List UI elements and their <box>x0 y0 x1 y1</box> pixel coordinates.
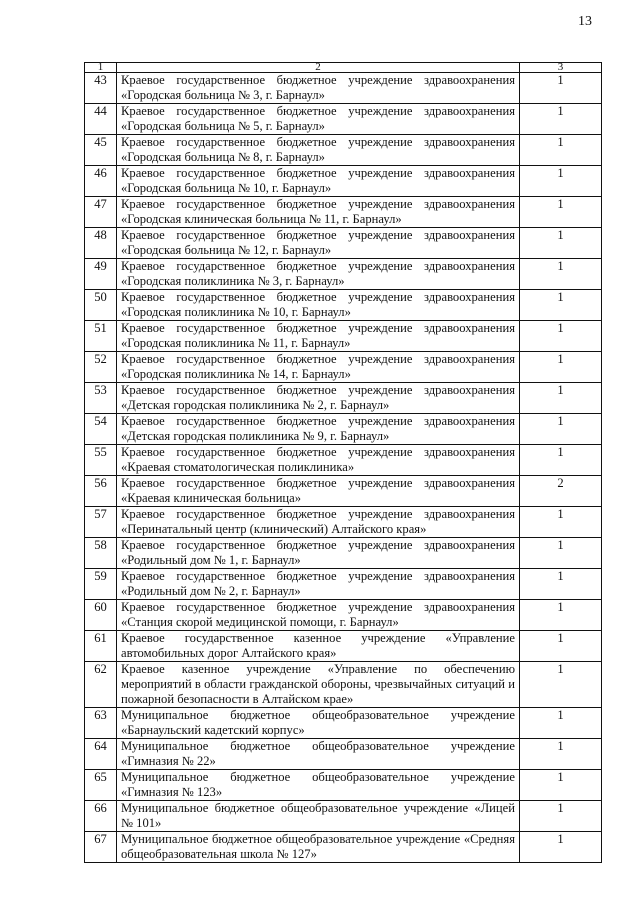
row-number: 60 <box>85 600 117 631</box>
header-col-2: 2 <box>117 63 520 73</box>
row-quantity: 1 <box>520 631 602 662</box>
table-row <box>85 739 602 770</box>
row-institution-name: Краевое государственное бюджетное учреждение здравоохранения «Городская больница № 8, г. Барнаул» <box>117 135 520 166</box>
row-number: 66 <box>85 801 117 832</box>
row-quantity: 1 <box>520 708 602 739</box>
table-row <box>85 662 602 708</box>
row-number: 50 <box>85 290 117 321</box>
row-institution-name: Краевое государственное бюджетное учреждение здравоохранения «Городская больница № 3, г. Барнаул» <box>117 73 520 104</box>
row-number: 44 <box>85 104 117 135</box>
table-row <box>85 197 602 228</box>
row-number: 67 <box>85 832 117 863</box>
table-row <box>85 507 602 538</box>
row-institution-name: Муниципальное бюджетное общеобразовательное учреждение «Барнаульский кадетский корпус» <box>117 708 520 739</box>
row-institution-name: Краевое государственное бюджетное учреждение здравоохранения «Краевая стоматологическая поликлиника» <box>117 445 520 476</box>
row-institution-name: Краевое государственное бюджетное учреждение здравоохранения «Городская поликлиника № 3, г. Барнаул» <box>117 259 520 290</box>
row-number: 47 <box>85 197 117 228</box>
row-institution-name: Краевое государственное бюджетное учреждение здравоохранения «Городская клиническая больница № 11, г. Барнаул» <box>117 197 520 228</box>
row-number: 64 <box>85 739 117 770</box>
row-number: 57 <box>85 507 117 538</box>
row-quantity: 1 <box>520 801 602 832</box>
row-institution-name: Краевое государственное бюджетное учреждение здравоохранения «Детская городская поликлиника № 2, г. Барнаул» <box>117 383 520 414</box>
table-row <box>85 708 602 739</box>
row-quantity: 2 <box>520 476 602 507</box>
row-institution-name: Муниципальное бюджетное общеобразовательное учреждение «Гимназия № 123» <box>117 770 520 801</box>
row-institution-name: Муниципальное бюджетное общеобразовательное учреждение «Средняя общеобразовательная школа № 127» <box>117 832 520 863</box>
row-quantity: 1 <box>520 507 602 538</box>
table-row <box>85 770 602 801</box>
row-number: 65 <box>85 770 117 801</box>
row-quantity: 1 <box>520 73 602 104</box>
row-institution-name: Краевое государственное бюджетное учреждение здравоохранения «Детская городская поликлиника № 9, г. Барнаул» <box>117 414 520 445</box>
table-row <box>85 135 602 166</box>
row-institution-name: Краевое государственное казенное учреждение «Управление автомобильных дорог Алтайского края» <box>117 631 520 662</box>
row-institution-name: Краевое государственное бюджетное учреждение здравоохранения «Городская поликлиника № 14, г. Барнаул» <box>117 352 520 383</box>
row-institution-name: Краевое государственное бюджетное учреждение здравоохранения «Городская поликлиника № 11, г. Барнаул» <box>117 321 520 352</box>
row-quantity: 1 <box>520 445 602 476</box>
row-number: 63 <box>85 708 117 739</box>
row-number: 56 <box>85 476 117 507</box>
table-row <box>85 476 602 507</box>
row-institution-name: Краевое государственное бюджетное учреждение здравоохранения «Городская поликлиника № 10, г. Барнаул» <box>117 290 520 321</box>
row-quantity: 1 <box>520 321 602 352</box>
row-number: 53 <box>85 383 117 414</box>
row-quantity: 1 <box>520 832 602 863</box>
header-col-3: 3 <box>520 63 602 73</box>
row-number: 51 <box>85 321 117 352</box>
row-institution-name: Муниципальное бюджетное общеобразовательное учреждение «Лицей № 101» <box>117 801 520 832</box>
row-quantity: 1 <box>520 166 602 197</box>
header-row <box>85 63 602 73</box>
row-quantity: 1 <box>520 135 602 166</box>
row-institution-name: Краевое государственное бюджетное учреждение здравоохранения «Городская больница № 10, г. Барнаул» <box>117 166 520 197</box>
row-institution-name: Краевое государственное бюджетное учреждение здравоохранения «Родильный дом № 2, г. Барнаул» <box>117 569 520 600</box>
table-row <box>85 414 602 445</box>
row-quantity: 1 <box>520 662 602 708</box>
table-header <box>85 63 602 73</box>
row-number: 49 <box>85 259 117 290</box>
table-row <box>85 104 602 135</box>
row-quantity: 1 <box>520 290 602 321</box>
row-number: 59 <box>85 569 117 600</box>
table-body <box>85 73 602 863</box>
row-number: 62 <box>85 662 117 708</box>
table-row <box>85 801 602 832</box>
row-institution-name: Краевое государственное бюджетное учреждение здравоохранения «Городская больница № 12, г. Барнаул» <box>117 228 520 259</box>
table-row <box>85 228 602 259</box>
row-quantity: 1 <box>520 414 602 445</box>
row-quantity: 1 <box>520 197 602 228</box>
table-row <box>85 832 602 863</box>
row-institution-name: Краевое государственное бюджетное учреждение здравоохранения «Станция скорой медицинской помощи, г. Барнаул» <box>117 600 520 631</box>
row-institution-name: Краевое государственное бюджетное учреждение здравоохранения «Краевая клиническая больница» <box>117 476 520 507</box>
table-row <box>85 569 602 600</box>
row-quantity: 1 <box>520 569 602 600</box>
row-number: 58 <box>85 538 117 569</box>
row-quantity: 1 <box>520 104 602 135</box>
table-row <box>85 352 602 383</box>
table-row <box>85 321 602 352</box>
table-row <box>85 600 602 631</box>
table-row <box>85 290 602 321</box>
row-quantity: 1 <box>520 383 602 414</box>
row-number: 54 <box>85 414 117 445</box>
table-row <box>85 166 602 197</box>
row-quantity: 1 <box>520 259 602 290</box>
table-row <box>85 538 602 569</box>
page-number: 13 <box>578 14 592 29</box>
row-institution-name: Муниципальное бюджетное общеобразовательное учреждение «Гимназия № 22» <box>117 739 520 770</box>
table-row <box>85 445 602 476</box>
row-quantity: 1 <box>520 600 602 631</box>
row-quantity: 1 <box>520 739 602 770</box>
row-number: 43 <box>85 73 117 104</box>
table-row <box>85 259 602 290</box>
header-col-1: 1 <box>85 63 117 73</box>
row-institution-name: Краевое государственное бюджетное учреждение здравоохранения «Родильный дом № 1, г. Барнаул» <box>117 538 520 569</box>
row-number: 46 <box>85 166 117 197</box>
row-number: 45 <box>85 135 117 166</box>
row-quantity: 1 <box>520 770 602 801</box>
row-institution-name: Краевое государственное бюджетное учреждение здравоохранения «Перинатальный центр (клинический) Алтайского края» <box>117 507 520 538</box>
row-quantity: 1 <box>520 228 602 259</box>
table-row <box>85 631 602 662</box>
row-institution-name: Краевое казенное учреждение «Управление по обеспечению мероприятий в области гражданской обороны, чрезвычайных ситуаций и пожарной безопасности в Алтайском крае» <box>117 662 520 708</box>
row-number: 61 <box>85 631 117 662</box>
row-number: 52 <box>85 352 117 383</box>
table-row <box>85 73 602 104</box>
row-institution-name: Краевое государственное бюджетное учреждение здравоохранения «Городская больница № 5, г. Барнаул» <box>117 104 520 135</box>
row-number: 48 <box>85 228 117 259</box>
institutions-table <box>84 62 602 863</box>
row-quantity: 1 <box>520 352 602 383</box>
row-quantity: 1 <box>520 538 602 569</box>
row-number: 55 <box>85 445 117 476</box>
table-row <box>85 383 602 414</box>
